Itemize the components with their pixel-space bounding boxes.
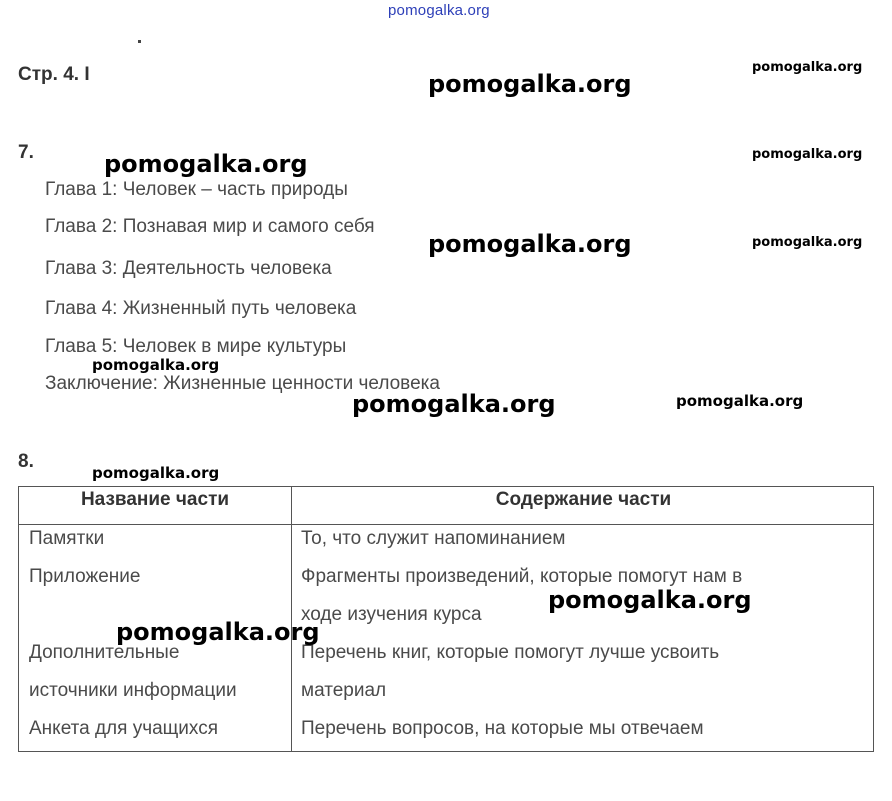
table-cell-content: ходе изучения курса bbox=[301, 604, 482, 625]
watermark: pomogalka.org bbox=[548, 586, 752, 614]
conclusion-item: Заключение: Жизненные ценности человека bbox=[45, 373, 440, 394]
section-8-number: 8. bbox=[18, 451, 34, 472]
watermark: pomogalka.org bbox=[92, 356, 220, 374]
table-cell-content: Перечень вопросов, на которые мы отвечаем bbox=[301, 718, 704, 739]
watermark: pomogalka.org bbox=[428, 230, 632, 258]
table-cell-part: Приложение bbox=[29, 566, 141, 587]
chapter-item: Глава 2: Познавая мир и самого себя bbox=[45, 216, 375, 237]
chapter-item: Глава 4: Жизненный путь человека bbox=[45, 298, 357, 319]
table-cell-content: Фрагменты произведений, которые помогут нам в bbox=[301, 566, 743, 587]
watermark: pomogalka.org bbox=[428, 70, 632, 98]
table-header-content: Содержание части bbox=[495, 489, 672, 510]
page-label: Стр. 4. I bbox=[18, 64, 90, 85]
table-cell-part: Дополнительные bbox=[29, 642, 180, 663]
watermark: pomogalka.org bbox=[92, 464, 220, 482]
header-watermark: pomogalka.org bbox=[388, 2, 490, 19]
table-cell-content: Перечень книг, которые помогут лучше усвоить bbox=[301, 642, 720, 663]
table-cell-content: материал bbox=[301, 680, 387, 701]
chapter-item: Глава 5: Человек в мире культуры bbox=[45, 336, 347, 357]
watermark: pomogalka.org bbox=[352, 390, 556, 418]
table-cell-content: То, что служит напоминанием bbox=[301, 528, 566, 549]
chapter-item: Глава 3: Деятельность человека bbox=[45, 258, 332, 279]
chapter-item: Глава 1: Человек – часть природы bbox=[45, 179, 348, 200]
watermark: pomogalka.org bbox=[676, 392, 804, 410]
watermark: pomogalka.org bbox=[752, 235, 863, 250]
table-cell-part: Памятки bbox=[29, 528, 105, 549]
table-cell-part: источники информации bbox=[29, 680, 237, 701]
table-header-divider bbox=[19, 524, 873, 525]
table-cell-part: Анкета для учащихся bbox=[29, 718, 218, 739]
table-header-part: Название части bbox=[80, 489, 230, 510]
watermark: pomogalka.org bbox=[116, 618, 320, 646]
scan-artifact bbox=[138, 40, 141, 43]
watermark: pomogalka.org bbox=[752, 147, 863, 162]
section-7-number: 7. bbox=[18, 142, 34, 163]
watermark: pomogalka.org bbox=[104, 150, 308, 178]
watermark: pomogalka.org bbox=[752, 60, 863, 75]
